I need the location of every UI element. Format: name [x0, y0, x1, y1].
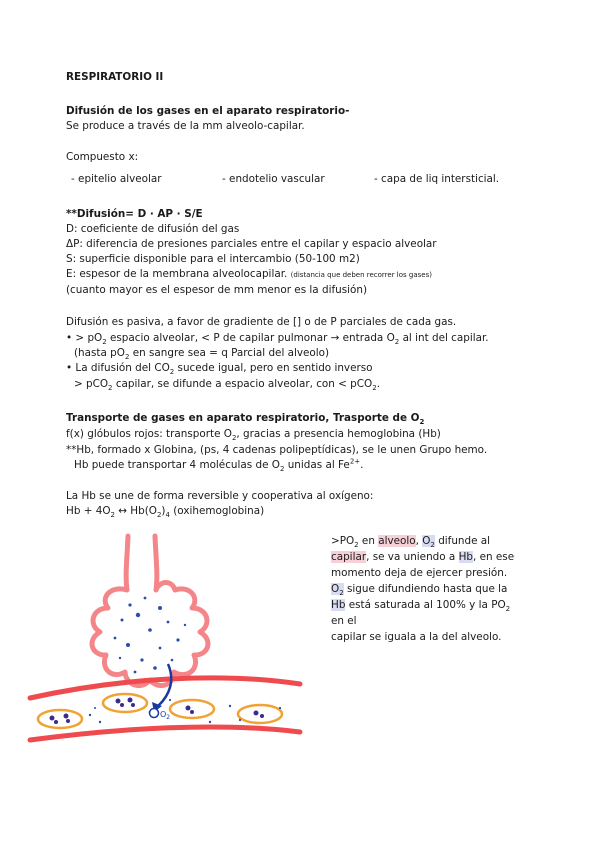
alveolus-capillary-diagram [0, 525, 320, 835]
bullet-co2-capillary: > pCO$_2$ capilar, se difunde a espacio alveolar, con < pCO$_2$. [74, 378, 380, 393]
side-explanation [331, 533, 531, 645]
bullet-co2-diffusion: • La difusión del $CO_2$ sucede igual, pero en sentido inverso [66, 362, 373, 377]
side-line-6: en el [331, 615, 357, 627]
formula-term-e-note: (distancia que deben recorrer los gases) [290, 271, 432, 279]
component-epithelium: - epitelio alveolar [71, 173, 162, 185]
formula-term-dp: ΔP: diferencia de presiones parciales entre el capilar y espacio alveolar [66, 238, 437, 250]
highlight-alveolo: alveolo [378, 535, 416, 547]
side-line-2: capilar, se va uniendo a Hb, en ese [331, 551, 515, 563]
composed-label: Compuesto x: [66, 151, 139, 163]
o2-molecule-icon [150, 709, 159, 718]
passive-diffusion-text: Difusión es pasiva, a favor de gradiente de [] o de P parciales de cada gas. [66, 316, 457, 328]
component-endothelium: - endotelio vascular [222, 173, 325, 185]
bullet-o2-until: (hasta $pO_2$ en sangre sea = q Parcial del alveolo) [74, 347, 330, 362]
capillary-lower-wall [30, 727, 300, 740]
highlight-hb-2: Hb [331, 599, 346, 611]
formula-term-e: E: espesor de la membrana alveolocapilar. (distancia que deben recorrer los gases) [66, 268, 432, 280]
formula-term-d: D: coeficiente de difusión del gas [66, 223, 240, 235]
side-line-1: $>PO_2$ en alveolo, $O_2$ difunde al [331, 535, 491, 550]
bronchiole-left-wall [126, 536, 128, 590]
side-line-7: capilar se iguala a la del alveolo. [331, 631, 502, 643]
transport-rbc: f(x) glóbulos rojos: transporte $O_2$, gracias a presencia hemoglobina (Hb) [66, 428, 441, 443]
document-title: RESPIRATORIO II [66, 71, 164, 83]
side-line-5: Hb está saturada al 100% y la $PO_2$ [331, 599, 511, 614]
capillary-upper-wall [30, 678, 300, 698]
formula-thickness-note: (cuanto mayor es el espesor de mm menor es la difusión) [66, 284, 367, 296]
alveolus-outline [92, 583, 208, 686]
diffusion-formula: **Difusión= D · AP · S/E [66, 208, 203, 220]
side-line-4: $O_2$ sigue difundiendo hasta que la [331, 583, 508, 598]
o2-label: $O_2$ [160, 710, 171, 721]
hb-binding-text: La Hb se une de forma reversible y cooperativa al oxígeno: [66, 490, 374, 502]
transport-hb-formed: **Hb, formado x Globina, (ps, 4 cadenas polipeptídicas), se le unen Grupo hemo. [66, 444, 488, 456]
diffusion-intro: Se produce a través de la mm alveolo-capilar. [66, 120, 305, 132]
highlight-o2: $O_2$ [422, 535, 435, 550]
oxygen-dots-alveolus [114, 597, 187, 674]
section-heading-transport: Transporte de gases en aparato respiratorio, Trasporte de $O_2$ [66, 412, 425, 427]
highlight-o2-2: $O_2$ [331, 583, 344, 598]
formula-term-s: S: superficie disponible para el intercambio (50-100 m2) [66, 253, 360, 265]
section-heading-diffusion: Difusión de los gases en el aparato respiratorio- [66, 105, 350, 117]
highlight-capilar: capilar [331, 551, 367, 563]
transport-hb-capacity: Hb puede transportar 4 moléculas de $O_2$ unidas al $Fe^{2+}$. [74, 457, 364, 474]
highlight-hb: Hb [458, 551, 474, 563]
bullet-o2-entry: • > $pO_2$ espacio alveolar, < P de capilar pulmonar → entrada $O_2$ al int del capilar. [66, 332, 489, 347]
side-line-3: momento deja de ejercer presión. [331, 567, 508, 579]
component-interstitial: - capa de liq intersticial. [374, 173, 500, 185]
hb-equation: $Hb + 4O_2$ ↔ $Hb(O_2)_4$ (oxihemoglobina) [66, 505, 265, 520]
bronchiole-right-wall [155, 536, 157, 590]
